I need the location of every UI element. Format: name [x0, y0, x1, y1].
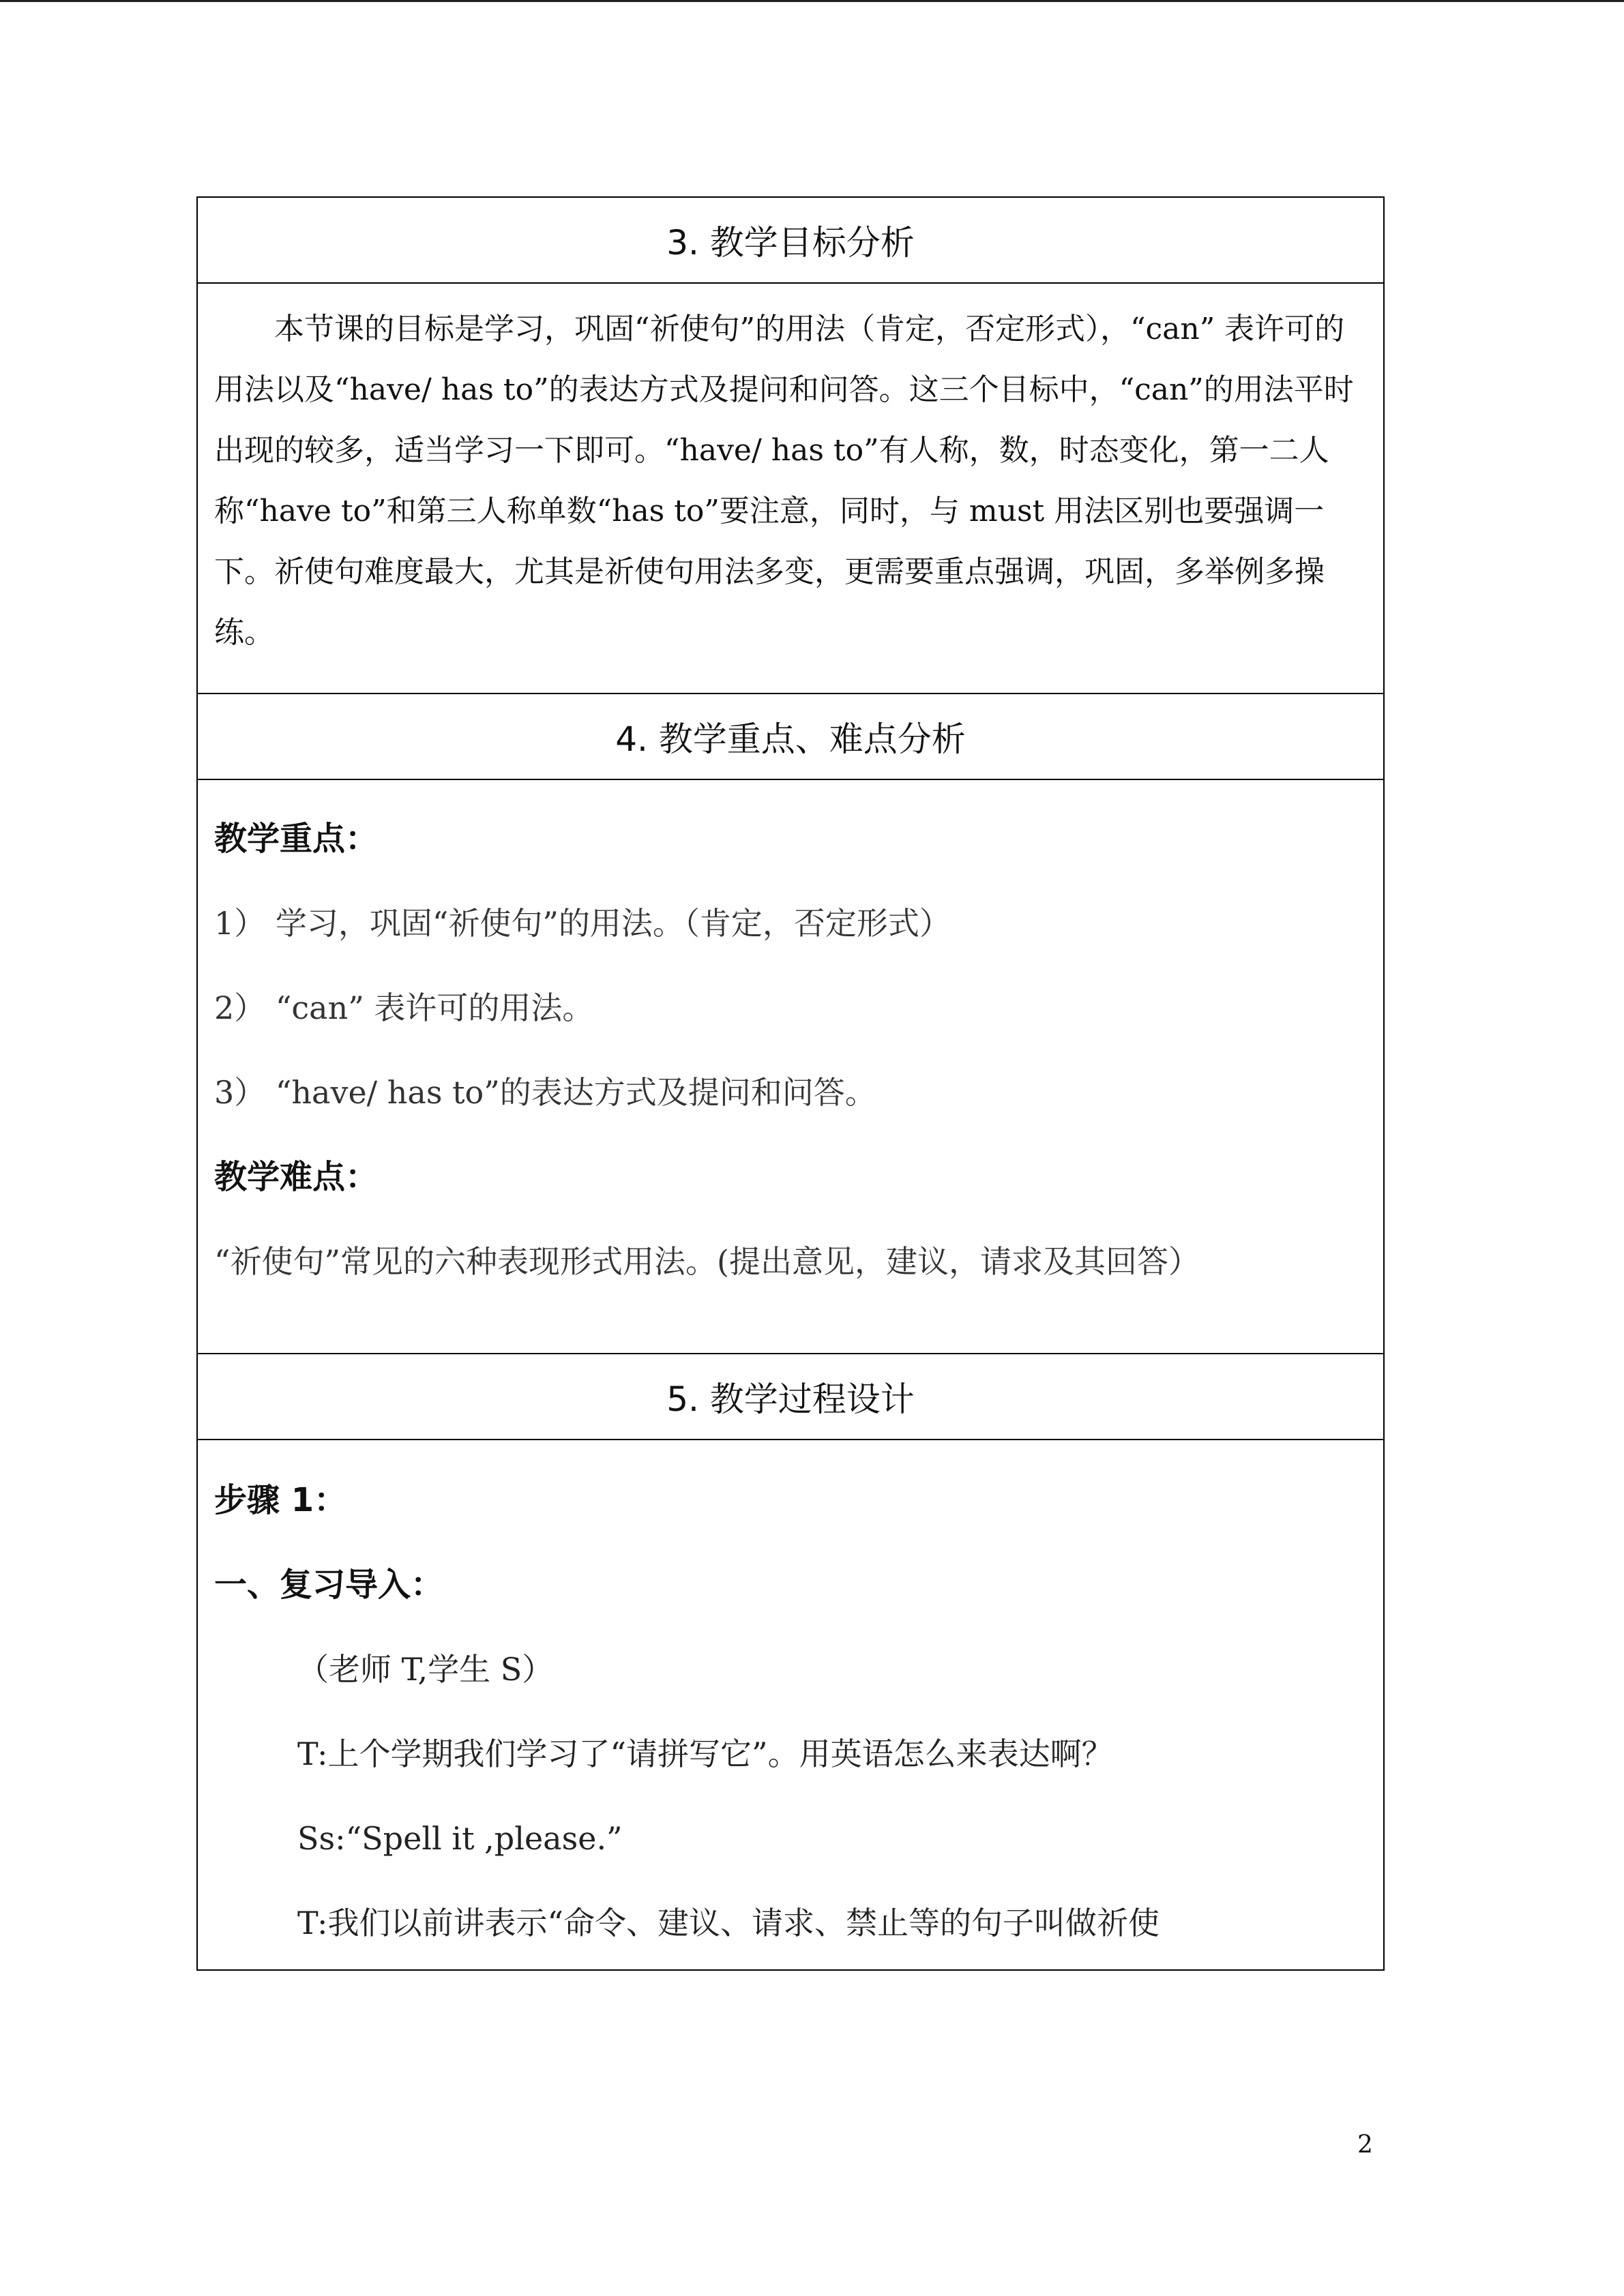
key-point-1: 1） 学习，巩固“祈使句”的用法。（肯定，否定形式）	[214, 905, 951, 942]
dialogue-line-1: （老师 T,学生 S）	[297, 1651, 554, 1688]
section-5-body-cell	[197, 1440, 1384, 1970]
section-5-header-row	[197, 1354, 1384, 1440]
section-4-body-cell	[197, 779, 1384, 1354]
step-heading: 步骤 1：	[214, 1481, 347, 1519]
section-5-body-row	[197, 1440, 1384, 1970]
section-3-title: 3. 教学目标分析	[197, 197, 1384, 283]
section-4-body-row	[197, 779, 1384, 1354]
section-4-header-row	[197, 694, 1384, 779]
difficulty-text: “祈使句”常见的六种表现形式用法。(提出意见，建议，请求及其回答）	[214, 1243, 1200, 1280]
key-points-heading: 教学重点：	[214, 820, 379, 858]
dialogue-line-4: T:我们以前讲表示“命令、建议、请求、禁止等的句子叫做祈使	[297, 1905, 1160, 1941]
section-3-body-row	[197, 283, 1384, 694]
page-number: 2	[1357, 2131, 1373, 2159]
dialogue-line-2: T:上个学期我们学习了“请拼写它”。用英语怎么来表达啊？	[297, 1735, 1113, 1772]
review-intro-heading: 一、复习导入：	[214, 1566, 444, 1604]
key-point-2: 2） “can” 表许可的用法。	[214, 989, 594, 1026]
section-5-title: 5. 教学过程设计	[197, 1354, 1384, 1440]
dialogue-line-3: Ss:“Spell it ,please.”	[297, 1820, 623, 1857]
difficulty-heading: 教学难点：	[214, 1158, 379, 1196]
section-3-body-cell	[197, 283, 1384, 694]
section-4-title: 4. 教学重点、难点分析	[197, 694, 1384, 779]
key-point-3: 3） “have/ has to”的表达方式及提问和问答。	[214, 1074, 876, 1111]
lesson-plan-table	[196, 196, 1385, 1971]
page-top-border	[0, 0, 1624, 2]
section-3-paragraph: 本节课的目标是学习，巩固“祈使句”的用法（肯定，否定形式），“can” 表许可的用法以及“have/ has to”的表达方式及提问和问答。这三个目标中，“can”的用法平时出现的较多，适当学习一下即可。“have/ has to”有人称，数，时态变化，第一二人称“have to”和第三人称单数“has to”要注意，同时，与 must 用法区别也要强调一下。祈使句难度最大，尤其是祈使句用法多变，更需要重点强调，巩固，多举例多操练。	[214, 312, 1354, 650]
section-3-header-row	[197, 197, 1384, 283]
